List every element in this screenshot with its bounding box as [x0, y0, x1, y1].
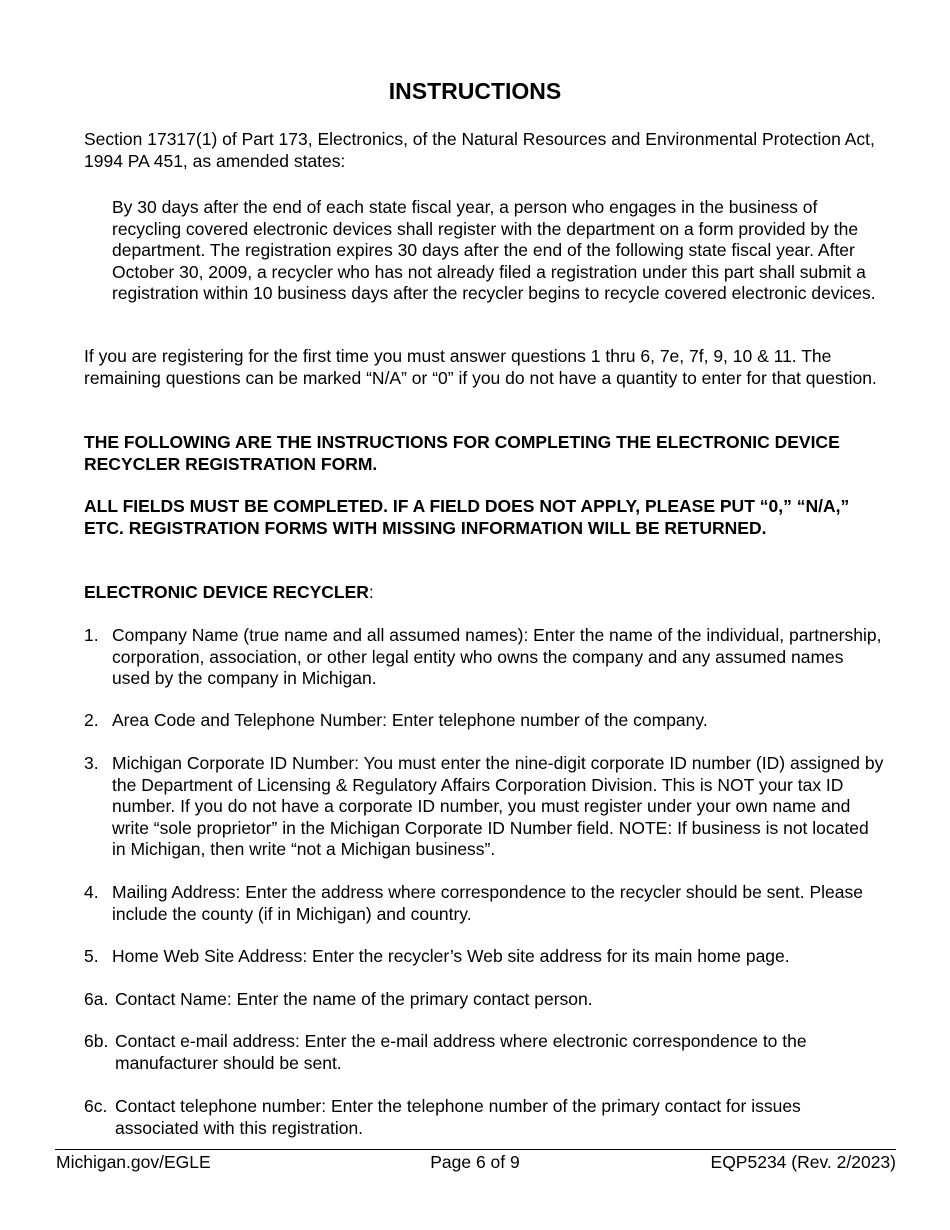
- footer-website: Michigan.gov/EGLE: [56, 1152, 211, 1172]
- footer-form-id: EQP5234 (Rev. 2/2023): [710, 1152, 896, 1172]
- item-text: Contact e-mail address: Enter the e-mail address where electronic correspondence to the manufacturer should be sent.: [115, 1031, 807, 1073]
- item-text: Michigan Corporate ID Number: You must enter the nine-digit corporate ID number (ID) assigned by the Department of Licensing & Regulatory Affairs Corporation Division. This is NOT your tax ID number. If you do not have a corporate ID number, you must register under your own name and write “sole proprietor” in the Michigan Corporate ID Number field. NOTE: If business is not located in Michigan, then write “not a Michigan business”.: [112, 753, 884, 859]
- item-number: 2.: [84, 710, 99, 730]
- item-number: 3.: [84, 753, 99, 773]
- instructions-notice: THE FOLLOWING ARE THE INSTRUCTIONS FOR COMPLETING THE ELECTRONIC DEVICE RECYCLER REGISTRATION FORM.: [84, 432, 840, 474]
- statute-quote: By 30 days after the end of each state fiscal year, a person who engages in the business of recycling covered electronic devices shall register with the department on a form provided by the department. The registration expires 30 days after the end of the following state fiscal year. After October 30, 2009, a recycler who has not already filed a registration under this part shall submit a registration within 10 business days after the recycler begins to recycle covered electronic devices.: [112, 197, 876, 303]
- required-fields-notice: ALL FIELDS MUST BE COMPLETED. IF A FIELD DOES NOT APPLY, PLEASE PUT “0,” “N/A,” ETC. REGISTRATION FORMS WITH MISSING INFORMATION WILL BE RETURNED.: [84, 496, 850, 538]
- item-text: Area Code and Telephone Number: Enter telephone number of the company.: [112, 710, 708, 730]
- item-number: 6c.: [84, 1096, 108, 1116]
- first-time-paragraph: If you are registering for the first time you must answer questions 1 thru 6, 7e, 7f, 9, 10 & 11. The remaining questions can be marked “N/A” or “0” if you do not have a quantity to enter for that question.: [84, 346, 877, 388]
- item-text: Contact Name: Enter the name of the primary contact person.: [115, 989, 593, 1009]
- item-text: Mailing Address: Enter the address where correspondence to the recycler should be sent. Please include the county (if in Michigan) and country.: [112, 882, 863, 924]
- section-heading-colon: :: [368, 582, 374, 602]
- intro-paragraph: Section 17317(1) of Part 173, Electronics, of the Natural Resources and Environmental Protection Act, 1994 PA 451, as amended states:: [84, 129, 875, 171]
- section-heading-text: ELECTRONIC DEVICE RECYCLER: [84, 582, 369, 602]
- footer-divider: [55, 1149, 896, 1150]
- item-text: Home Web Site Address: Enter the recycler’s Web site address for its main home page.: [112, 946, 790, 966]
- item-number: 5.: [84, 946, 99, 966]
- footer-page-number: Page 6 of 9: [430, 1152, 520, 1172]
- item-number: 4.: [84, 882, 99, 902]
- item-text: Contact telephone number: Enter the telephone number of the primary contact for issues associated with this registration.: [115, 1096, 801, 1138]
- item-number: 6b.: [84, 1031, 109, 1051]
- item-number: 1.: [84, 625, 99, 645]
- section-heading: [84, 582, 884, 604]
- item-number: 6a.: [84, 989, 109, 1009]
- item-text: Company Name (true name and all assumed names): Enter the name of the individual, partnership, corporation, association, or other legal entity who owns the company and any assumed names used by the company in Michigan.: [112, 625, 882, 688]
- page-title: INSTRUCTIONS: [388, 78, 562, 104]
